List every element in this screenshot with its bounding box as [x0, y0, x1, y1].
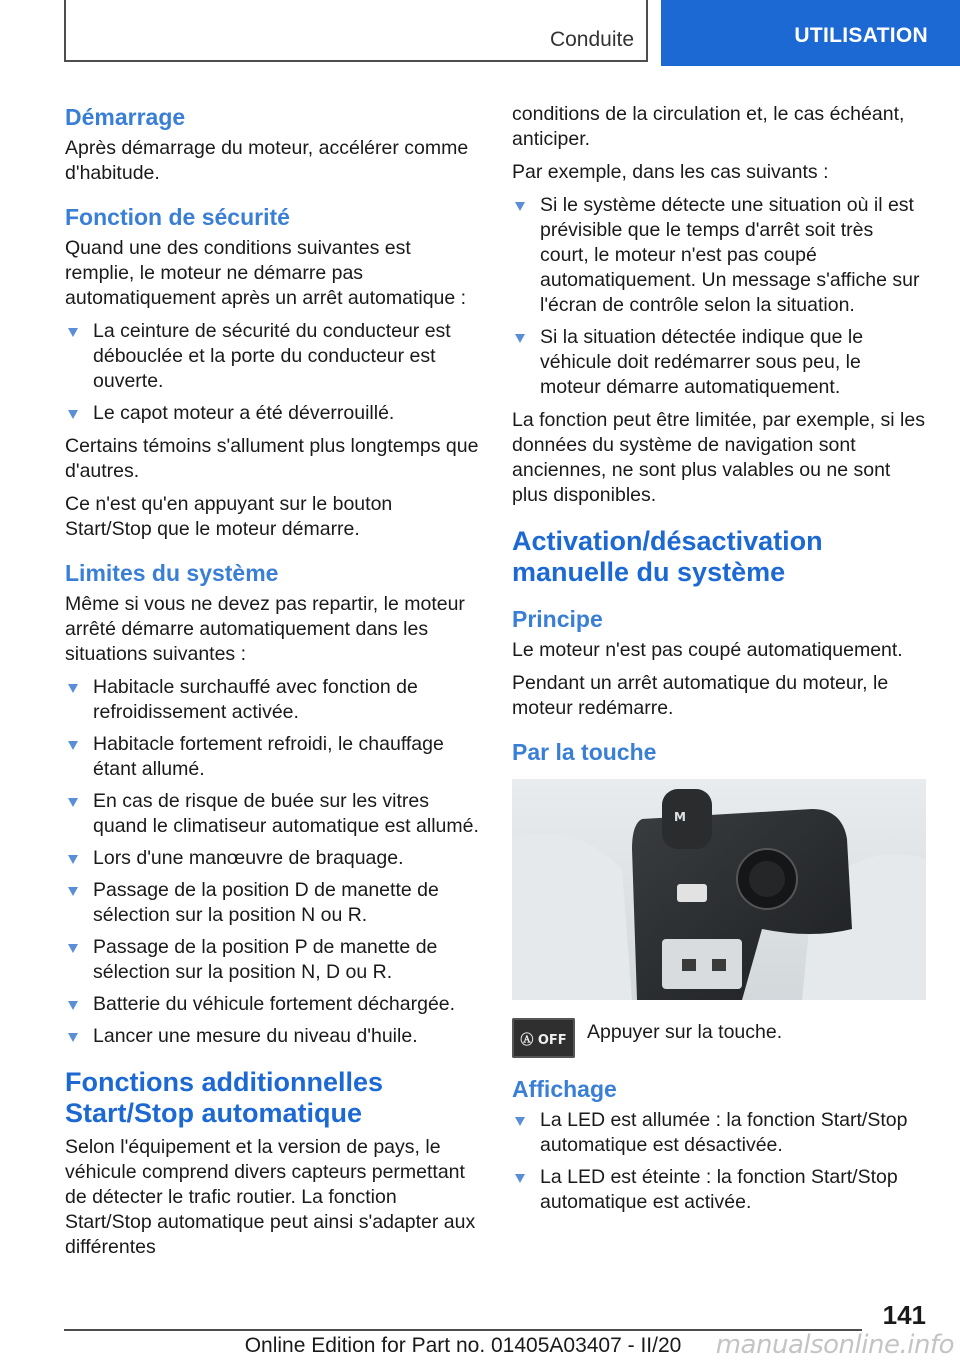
triangle-bullet-icon: [68, 855, 78, 864]
list-item-text: Le capot moteur a été déverrouillé.: [93, 402, 395, 424]
list-item-text: En cas de risque de buée sur les vitres quand le climatiseur automatique est allumé.: [93, 790, 479, 837]
triangle-bullet-icon: [68, 1033, 78, 1042]
list-item-text: La LED est allumée : la fonction Start/Stop automatique est désactivée.: [540, 1109, 908, 1156]
paragraph: Appuyer sur la touche.: [587, 1021, 783, 1043]
paragraph: Le moteur n'est pas coupé automatiquement.: [512, 639, 903, 661]
chapter-tab-label: UTILISATION: [794, 24, 928, 47]
list-item: [65, 401, 479, 426]
heading-demarrage: Démarrage: [65, 104, 186, 130]
list-item: [65, 1024, 479, 1049]
list-item-text: Habitacle surchauffé avec fonction de refroidissement activée.: [93, 676, 418, 723]
list-item-text: Passage de la position D de manette de sélection sur la position N ou R.: [93, 879, 439, 926]
paragraph: Ce n'est qu'en appuyant sur le bouton Start/Stop que le moteur démarre.: [65, 493, 393, 540]
list-item-text: Si la situation détectée indique que le véhicule doit redémarrer sous peu, le moteur démarre automatiquement.: [540, 326, 864, 398]
off-key-label: Ⓐ OFF: [520, 1032, 567, 1048]
heading-touche: Par la touche: [512, 739, 657, 765]
heading-affichage: Affichage: [512, 1076, 617, 1102]
triangle-bullet-icon: [515, 1117, 525, 1126]
svg-text:M: M: [674, 810, 686, 824]
list-item: [65, 789, 479, 839]
limites-list: [65, 675, 479, 1049]
list-item: [512, 1108, 926, 1158]
list-item: [65, 878, 479, 928]
heading-principe: Principe: [512, 606, 603, 632]
list-item: [65, 992, 479, 1017]
list-item: [512, 325, 926, 400]
paragraph: Certains témoins s'allument plus longtemps que d'autres.: [65, 435, 479, 482]
triangle-bullet-icon: [515, 202, 525, 211]
list-item: [65, 846, 479, 871]
heading-fonctions: Fonctions additionnelles Start/Stop automatique: [65, 1067, 384, 1128]
list-item-text: Lancer une mesure du niveau d'huile.: [93, 1025, 418, 1047]
heading-activation: Activation/désactivation manuelle du système: [512, 526, 823, 587]
triangle-bullet-icon: [515, 334, 525, 343]
triangle-bullet-icon: [68, 328, 78, 337]
list-item: [65, 935, 479, 985]
triangle-bullet-icon: [68, 410, 78, 419]
list-item-text: Habitacle fortement refroidi, le chauffage étant allumé.: [93, 733, 444, 780]
heading-limites: Limites du système: [65, 560, 279, 586]
paragraph: La fonction peut être limitée, par exemple, si les données du système de navigation sont anciennes, ne sont plus valables ou ne sont plus disponibles.: [512, 409, 925, 506]
triangle-bullet-icon: [68, 684, 78, 693]
triangle-bullet-icon: [68, 741, 78, 750]
list-item-text: Batterie du véhicule fortement déchargée.: [93, 993, 456, 1015]
list-item-text: Si le système détecte une situation où il est prévisible que le temps d'arrêt soit très court, le moteur n'est pas coupé automatiquement. Un message s'affiche sur l'écran de contrôle selon la situation.: [540, 194, 920, 316]
exemple-list: [512, 193, 926, 400]
heading-securite: Fonction de sécurité: [65, 204, 290, 230]
watermark: manualsonline.info: [715, 1330, 954, 1360]
left-column: [65, 100, 479, 1268]
triangle-bullet-icon: [68, 1001, 78, 1010]
triangle-bullet-icon: [515, 1174, 525, 1183]
center-console-illustration: [512, 779, 926, 1000]
list-item: [65, 732, 479, 782]
securite-list: [65, 319, 479, 426]
edition-footer: Online Edition for Part no. 01405A03407 - II/20: [244, 1334, 682, 1357]
list-item: [512, 1165, 926, 1215]
right-column: [512, 100, 926, 1223]
list-item-text: La ceinture de sécurité du conducteur est débouclée et la porte du conducteur est ouverte.: [93, 320, 451, 392]
paragraph: Par exemple, dans les cas suivants :: [512, 161, 829, 183]
paragraph: Même si vous ne devez pas repartir, le moteur arrêté démarre automatiquement dans les situations suivantes :: [65, 593, 465, 665]
list-item: [65, 675, 479, 725]
paragraph: Quand une des conditions suivantes est remplie, le moteur ne démarre pas automatiquement après un arrêt automatique :: [65, 237, 467, 309]
off-key-row: [512, 1018, 926, 1058]
chapter-tab: [661, 0, 960, 66]
list-item: [65, 319, 479, 394]
auto-start-stop-off-icon: [512, 1018, 575, 1058]
paragraph: Selon l'équipement et la version de pays, le véhicule comprend divers capteurs permettant de détecter le trafic routier. La fonction Start/Stop automatique peut ainsi s'adapter aux différentes: [65, 1136, 476, 1258]
section-title: Conduite: [549, 28, 634, 51]
triangle-bullet-icon: [68, 944, 78, 953]
page-number: 141: [882, 1300, 926, 1330]
affichage-list: [512, 1108, 926, 1215]
triangle-bullet-icon: [68, 798, 78, 807]
paragraph: conditions de la circulation et, le cas échéant, anticiper.: [512, 103, 905, 150]
center-console-photo: [512, 779, 926, 1000]
list-item-text: La LED est éteinte : la fonction Start/Stop automatique est activée.: [540, 1166, 898, 1213]
list-item-text: Lors d'une manœuvre de braquage.: [93, 847, 404, 869]
list-item: [512, 193, 926, 318]
paragraph: Pendant un arrêt automatique du moteur, le moteur redémarre.: [512, 672, 889, 719]
paragraph: Après démarrage du moteur, accélérer comme d'habitude.: [65, 137, 469, 184]
list-item-text: Passage de la position P de manette de sélection sur la position N, D ou R.: [93, 936, 438, 983]
triangle-bullet-icon: [68, 887, 78, 896]
